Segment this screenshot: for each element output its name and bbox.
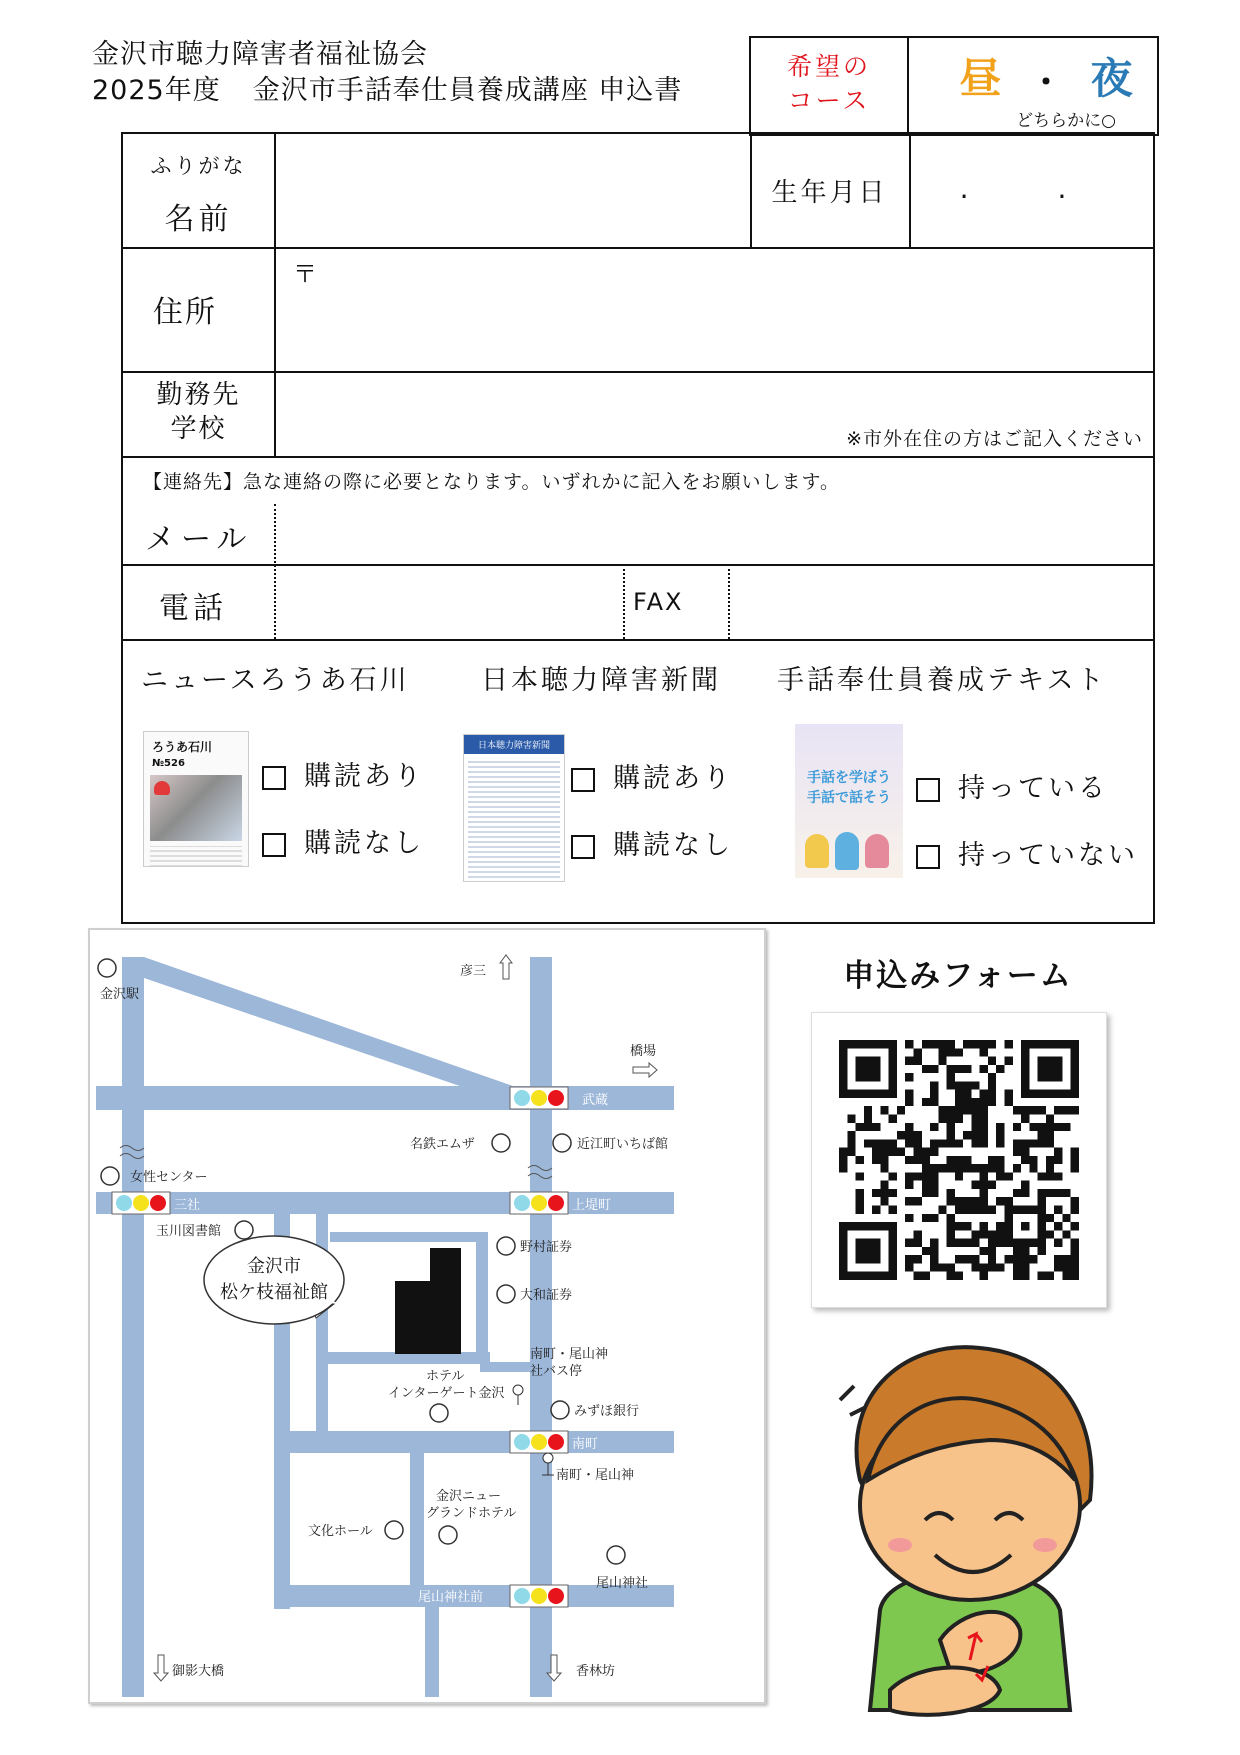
map-label-kanazawa-station: 金沢駅 — [100, 987, 140, 1002]
checkbox-icon[interactable] — [262, 833, 286, 857]
map-label-minami-oyama: 南町・尾山神 — [556, 1468, 635, 1483]
phone-label: 電話 — [159, 591, 227, 626]
name-label: 名前 — [164, 202, 233, 237]
course-note: どちらかに○ — [1016, 111, 1116, 131]
checkbox-icon[interactable] — [262, 766, 286, 790]
checkbox-icon[interactable] — [571, 768, 595, 792]
mail-label: メール — [145, 522, 253, 557]
traffic-signal-oyama-mae — [510, 1585, 568, 1607]
map-label-newgrand-2: グランドホテル — [426, 1506, 517, 1521]
workplace-note: ※市外在住の方はご記入ください — [846, 428, 1143, 450]
checkbox-icon[interactable] — [916, 778, 940, 802]
address-label: 住所 — [153, 295, 217, 330]
nichicho-subscribed-option[interactable]: 購読あり — [571, 756, 733, 795]
map-label-josei: 女性センター — [130, 1170, 208, 1185]
venue-name-line2: 松ケ枝福祉館 — [220, 1282, 328, 1303]
pub-title-news-roua: ニュースろうあ石川 — [141, 665, 410, 696]
textbook-thumbnail: 手話を学ぼう 手話で話そう — [795, 724, 903, 878]
fiscal-year: 2025年度 — [92, 75, 221, 106]
fax-input[interactable] — [733, 568, 1149, 636]
furigana-label: ふりがな — [150, 154, 247, 178]
phone-input[interactable] — [279, 568, 619, 636]
map-labels — [100, 963, 668, 1679]
map-label-meitetsu: 名鉄エムザ — [410, 1137, 475, 1152]
textbook-have-option[interactable]: 持っている — [916, 766, 1108, 805]
course-options[interactable]: 昼 ・ 夜 — [959, 54, 1133, 103]
map-label-oyama-mae: 尾山神社前 — [418, 1590, 484, 1605]
traffic-signal-kamitsutsumi — [510, 1192, 568, 1214]
map-label-busstop-2: 社バス停 — [530, 1364, 583, 1379]
map-label-tamagawa: 玉川図書館 — [156, 1224, 222, 1239]
fax-label: FAX — [633, 588, 684, 616]
qr-code-icon[interactable] — [839, 1040, 1079, 1280]
map-label-nomura: 野村証券 — [520, 1240, 573, 1255]
textbook-not-have-option[interactable]: 持っていない — [916, 833, 1138, 872]
night-course-option[interactable]: 夜 — [1090, 54, 1133, 103]
qr-title: 申込みフォーム — [843, 958, 1073, 994]
birthday-label: 生年月日 — [771, 178, 888, 208]
map-label-mizuho: みずほ銀行 — [574, 1404, 640, 1419]
mail-input[interactable] — [279, 506, 1149, 562]
form-title-line — [92, 72, 682, 110]
map-label-minamicho: 南町 — [572, 1437, 599, 1452]
postal-mark: 〒 — [293, 260, 317, 288]
map-label-oyama: 尾山神社 — [596, 1576, 649, 1591]
day-course-option[interactable]: 昼 — [959, 54, 1002, 103]
news-roua-subscribed-option[interactable]: 購読あり — [262, 754, 424, 793]
birthday-input[interactable]: . . — [959, 172, 1107, 205]
checkbox-icon[interactable] — [916, 845, 940, 869]
address-input[interactable] — [278, 251, 1148, 367]
map-label-bunka: 文化ホール — [308, 1524, 373, 1539]
map-label-hotel-1: ホテル — [426, 1369, 465, 1384]
map-label-daiwa: 大和証券 — [520, 1288, 573, 1303]
map-label-korinbo: 香林坊 — [576, 1664, 616, 1679]
nichicho-thumbnail: 日本聴力障害新聞 — [463, 734, 565, 882]
map-label-omicho: 近江町いちば館 — [577, 1137, 669, 1152]
organization-name: 金沢市聴力障害者福祉協会 — [92, 39, 428, 70]
access-map — [88, 928, 766, 1704]
contact-note: 【連絡先】急な連絡の際に必要となります。いずれかに記入をお願いします。 — [143, 471, 840, 493]
course-label: 希望の コース — [786, 52, 871, 115]
map-label-hotel-2: インターゲート金沢 — [388, 1386, 505, 1401]
qr-code-frame[interactable] — [811, 1012, 1107, 1308]
form-title: 金沢市手話奉仕員養成講座 申込書 — [252, 75, 683, 106]
course-selection-box — [749, 36, 1159, 136]
pub-title-text: 手話奉仕員養成テキスト — [777, 665, 1107, 696]
news-roua-not-subscribed-option[interactable]: 購読なし — [262, 821, 424, 860]
map-label-hashiba: 橋場 — [630, 1044, 657, 1059]
workplace-label: 勤務先 学校 — [156, 380, 241, 444]
road-network — [96, 957, 674, 1697]
checkbox-icon[interactable] — [571, 835, 595, 859]
map-label-busstop-1: 南町・尾山神 — [530, 1347, 609, 1362]
venue-name-line1: 金沢市 — [247, 1256, 301, 1277]
nichicho-not-subscribed-option[interactable]: 購読なし — [571, 823, 733, 862]
pub-title-nichicho: 日本聴力障害新聞 — [481, 665, 721, 696]
venue-callout — [204, 1236, 344, 1324]
map-label-newgrand-1: 金沢ニュー — [436, 1489, 502, 1504]
signing-child-illustration — [820, 1330, 1120, 1730]
application-form — [121, 132, 1155, 924]
traffic-signal-mitsuya — [112, 1192, 170, 1214]
traffic-signal-musashi — [510, 1087, 568, 1109]
traffic-signal-minamicho — [510, 1431, 568, 1453]
news-roua-thumbnail: ろうあ石川 №526 — [143, 731, 249, 867]
map-label-kamitsutsumi: 上堤町 — [572, 1198, 612, 1213]
map-label-musashi: 武蔵 — [582, 1093, 609, 1108]
map-label-mitsuya: 三社 — [174, 1198, 201, 1213]
name-input[interactable] — [278, 138, 748, 244]
map-label-mikage: 御影大橋 — [172, 1664, 225, 1679]
map-label-hikoso: 彦三 — [460, 964, 487, 979]
